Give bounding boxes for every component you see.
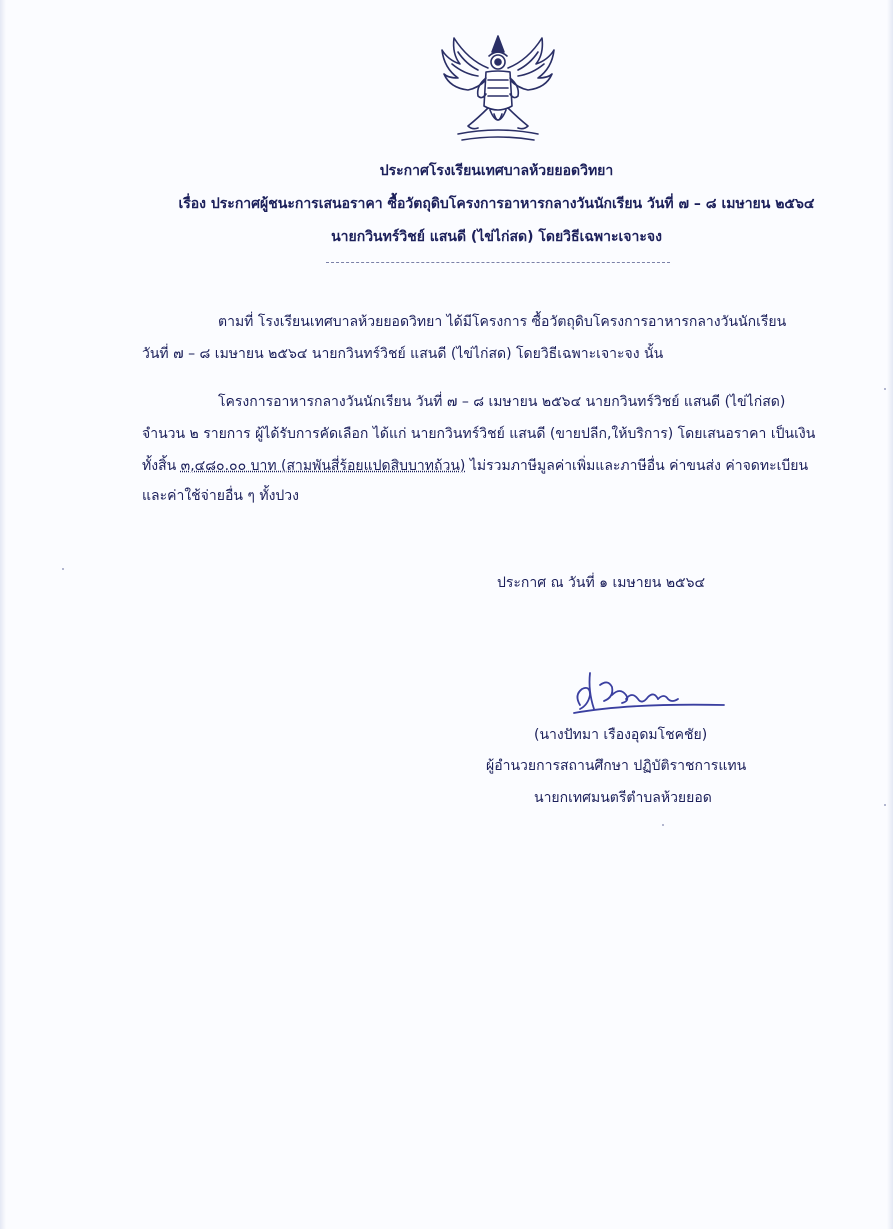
scan-speck (662, 824, 664, 826)
signer-position-line-1: ผู้อำนวยการสถานศึกษา ปฏิบัติราชการแทน (486, 758, 747, 774)
paragraph-1-line-2: วันที่ ๗ – ๘ เมษายน ๒๕๖๔ นายกวินทร์วิชย์ แสนดี (ไข่ไก่สด) โดยวิธีเฉพาะเจาะจง นั้น (142, 346, 664, 362)
signer-position-line-2: นายกเทศมนตรีตำบลห้วยยอด (534, 790, 712, 806)
amount-value: ๓,๔๘๐.๐๐ บาท (สามพันสี่ร้อยแปดสิบบาทถ้วน) (180, 458, 466, 474)
signer-name: (นางปัทมา เรืองอุดมโชคชัย) (534, 727, 708, 743)
header-divider (326, 262, 670, 263)
paragraph-1-line-1: ตามที่ โรงเรียนเทศบาลห้วยยอดวิทยา ได้มีโครงการ ซื้อวัตถุดิบโครงการอาหารกลางวันนักเรียน (218, 314, 787, 330)
announcement-title: ประกาศโรงเรียนเทศบาลห้วยยอดวิทยา (379, 163, 614, 179)
amount-prefix: ทั้งสิ้น (142, 458, 177, 474)
announcement-subject-cont: นายกวินทร์วิชย์ แสนดี (ไข่ไก่สด) โดยวิธีเฉพาะเจาะจง (331, 229, 662, 245)
scan-speck (884, 388, 886, 390)
amount-suffix: ไม่รวมภาษีมูลค่าเพิ่มและภาษีอื่น ค่าขนส่ง ค่าจดทะเบียน (469, 458, 809, 474)
announcement-subject: เรื่อง ประกาศผู้ชนะการเสนอราคา ซื้อวัตถุดิบโครงการอาหารกลางวันนักเรียน วันที่ ๗ – ๘ เมษายน ๒๕๖๔ (178, 196, 815, 212)
scan-speck (884, 804, 886, 806)
scan-edge-left (0, 0, 6, 1229)
paragraph-2-line-3 (142, 455, 808, 477)
scan-edge-right (887, 0, 893, 1229)
scan-speck (62, 568, 64, 570)
announcement-date: ประกาศ ณ วันที่ ๑ เมษายน ๒๕๖๔ (497, 575, 706, 591)
handwritten-signature (560, 665, 730, 723)
paragraph-2-line-1: โครงการอาหารกลางวันนักเรียน วันที่ ๗ – ๘ เมษายน ๒๕๖๔ นายกวินทร์วิชย์ แสนดี (ไข่ไก่สด) (218, 394, 786, 410)
paragraph-2-line-4: และค่าใช้จ่ายอื่น ๆ ทั้งปวง (142, 488, 300, 504)
garuda-emblem-icon (438, 30, 558, 148)
paragraph-2-line-2: จำนวน ๒ รายการ ผู้ได้รับการคัดเลือก ได้แก่ นายกวินทร์วิชย์ แสนดี (ขายปลีก,ให้บริการ) โดยเสนอราคา เป็นเงิน (142, 426, 816, 442)
